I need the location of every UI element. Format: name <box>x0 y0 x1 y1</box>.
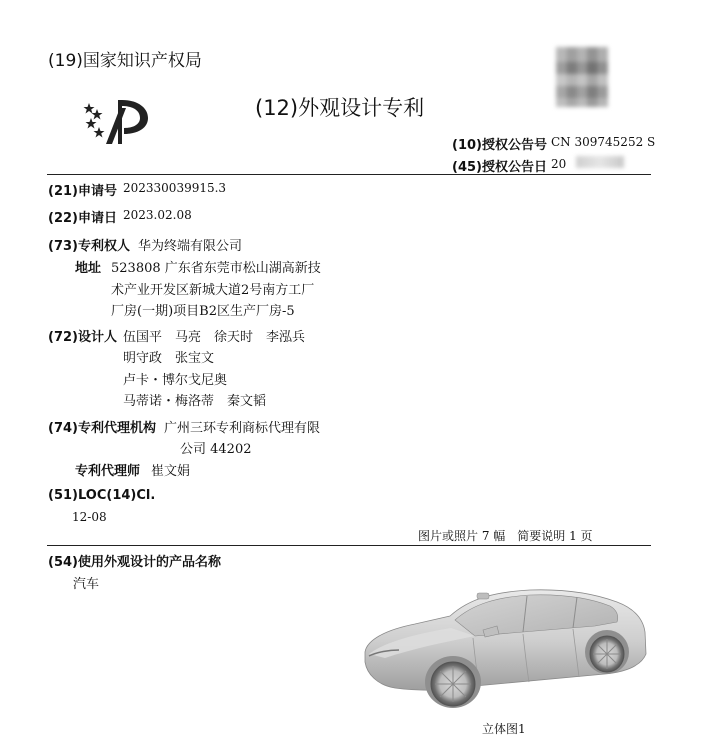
agent-label: 专利代理师 <box>75 464 141 479</box>
patentee-label: (73)专利权人 <box>48 239 130 254</box>
address-line-1: 523808 广东省东莞市松山湖高新技 <box>111 261 321 276</box>
pub-date-label: (45)授权公告日 <box>452 160 547 175</box>
header-divider <box>47 174 651 175</box>
agency-label: (74)专利代理机构 <box>48 421 156 436</box>
app-date-value: 2023.02.08 <box>123 208 192 222</box>
agency-line-2: 公司 44202 <box>180 442 252 457</box>
address-label: 地址 <box>75 261 102 276</box>
designer-line-2: 明守政 张宝文 <box>123 351 215 366</box>
address-line-3: 厂房(一期)项目B2区生产厂房-5 <box>111 304 295 319</box>
designer-label: (72)设计人 <box>48 330 117 345</box>
pub-no-label: (10)授权公告号 <box>452 138 547 153</box>
loc-value: 12-08 <box>72 510 107 524</box>
agency-line-1: 广州三环专利商标代理有限 <box>164 421 321 436</box>
address-line-2: 术产业开发区新城大道2号南方工厂 <box>111 283 315 298</box>
agent-value: 崔文娟 <box>151 464 191 479</box>
patentee-value: 华为终端有限公司 <box>138 239 243 254</box>
cnipa-logo <box>80 94 160 150</box>
pub-no-value: CN 309745252 S <box>551 135 656 149</box>
office-name: (19)国家知识产权局 <box>48 51 202 71</box>
product-name-label: (54)使用外观设计的产品名称 <box>48 555 221 570</box>
designer-line-3: 卢卡・博尔戈尼奥 <box>123 373 228 388</box>
loc-label: (51)LOC(14)Cl. <box>48 488 156 503</box>
pub-date-redacted <box>576 156 624 168</box>
qr-code <box>556 47 608 107</box>
app-no-label: (21)申请号 <box>48 184 117 199</box>
pages-note: 图片或照片 7 幅 简要说明 1 页 <box>418 529 593 543</box>
figure-caption: 立体图1 <box>482 722 526 736</box>
product-name-value: 汽车 <box>73 577 100 592</box>
body-divider <box>47 545 651 546</box>
app-no-value: 202330039915.3 <box>123 181 227 195</box>
app-date-label: (22)申请日 <box>48 211 117 226</box>
car-illustration <box>355 582 655 710</box>
designer-line-1: 伍国平 马亮 徐天时 李泓兵 <box>123 330 306 345</box>
designer-line-4: 马蒂诺・梅洛蒂 秦文韬 <box>123 394 267 409</box>
document-type: (12)外观设计专利 <box>255 96 425 120</box>
pub-date-value: 20 <box>551 157 567 171</box>
